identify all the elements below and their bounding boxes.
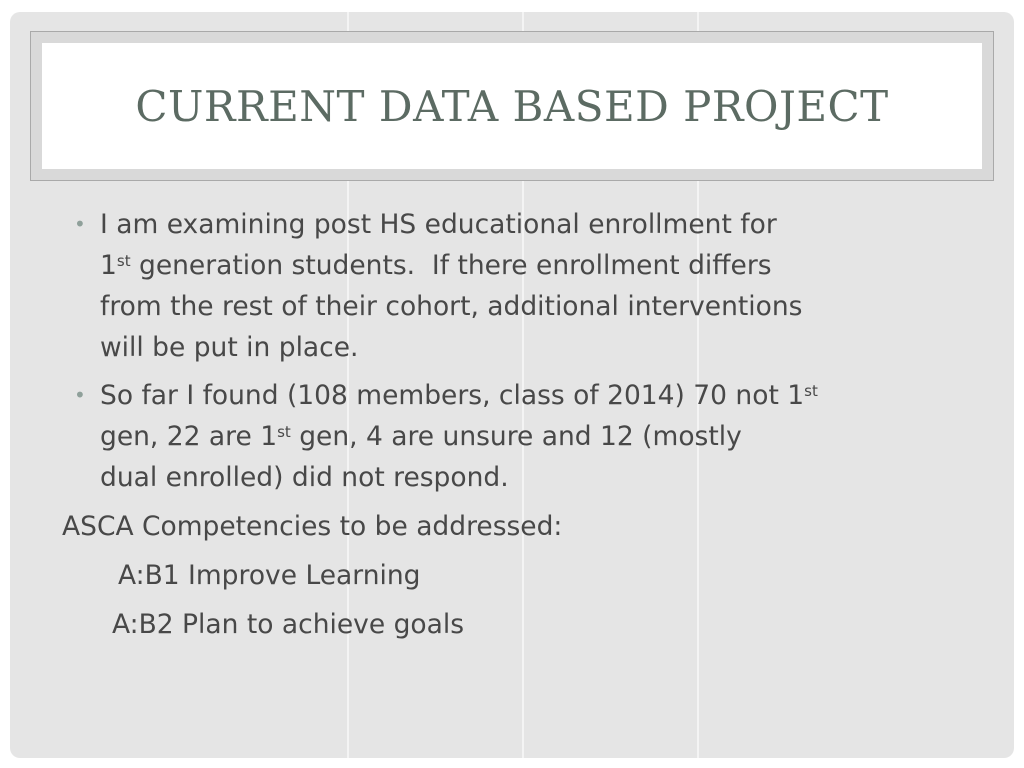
text-segment: from the rest of their cohort, additional interventions bbox=[100, 291, 803, 322]
bullet-line bbox=[100, 327, 970, 368]
bullet-item-2 bbox=[74, 375, 970, 498]
asca-heading: ASCA Competencies to be addressed: bbox=[62, 511, 563, 542]
title-box bbox=[42, 43, 982, 169]
bullet-line bbox=[100, 416, 970, 457]
superscript: st bbox=[116, 252, 131, 270]
text-segment: gen, 4 are unsure and 12 (mostly bbox=[290, 421, 742, 452]
bullet-item-1 bbox=[74, 204, 970, 368]
text-segment: 1 bbox=[100, 250, 117, 281]
bullet-line bbox=[100, 375, 970, 416]
slide-title: CURRENT DATA BASED PROJECT bbox=[135, 81, 889, 131]
text-segment: dual enrolled) did not respond. bbox=[100, 462, 509, 493]
slide bbox=[10, 12, 1014, 758]
text-segment: So far I found (108 members, class of 2014) 70 not 1 bbox=[100, 380, 805, 411]
bullet-dot-icon: • bbox=[74, 212, 86, 236]
text-segment: I am examining post HS educational enrollment for bbox=[100, 209, 777, 240]
bullet-line bbox=[100, 457, 970, 498]
title-frame bbox=[30, 31, 994, 181]
bullet-line bbox=[100, 204, 970, 245]
competency-item-1: A:B1 Improve Learning bbox=[118, 560, 421, 591]
bullet-dot-icon: • bbox=[74, 383, 86, 407]
bullet-line bbox=[100, 245, 970, 286]
text-segment: gen, 22 are 1 bbox=[100, 421, 278, 452]
superscript: st bbox=[804, 382, 818, 400]
text-segment: generation students. If there enrollment differs bbox=[130, 250, 772, 281]
bullet-line bbox=[100, 286, 970, 327]
superscript: st bbox=[277, 423, 291, 441]
text-segment: will be put in place. bbox=[100, 332, 359, 363]
competency-item-2: A:B2 Plan to achieve goals bbox=[112, 609, 465, 640]
